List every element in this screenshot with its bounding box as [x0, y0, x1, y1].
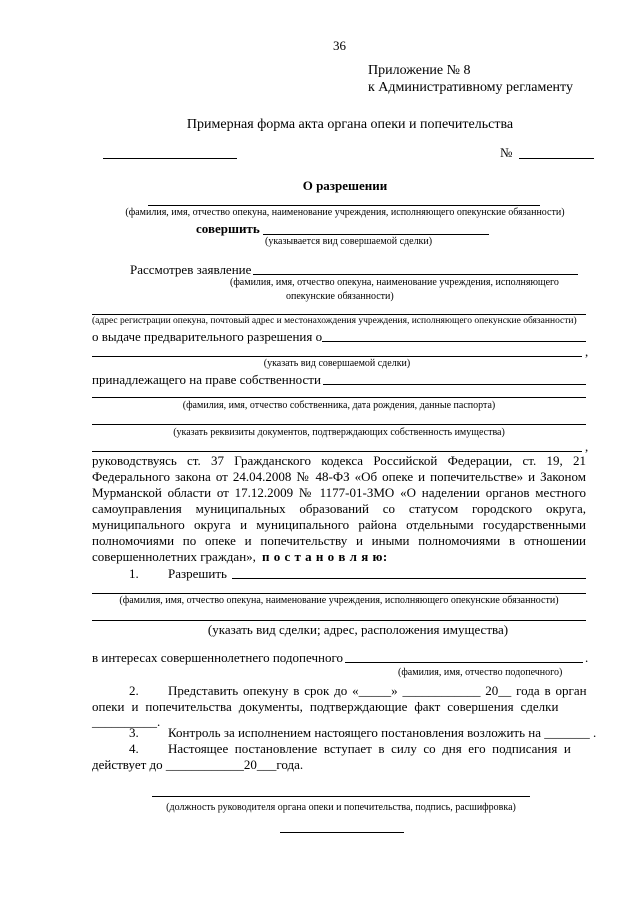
hint-address: (адрес регистрации опекуна, почтовый адрес и местонахождения учреждения, исполняющего опекунские обязанности) — [92, 316, 577, 326]
appendix-title: Приложение № 8 — [368, 63, 471, 78]
preamble-last-line: совершеннолетних граждан», — [92, 549, 256, 564]
property-docs-line — [92, 424, 586, 425]
date-line — [103, 158, 237, 159]
item4-number: 4. — [129, 741, 139, 756]
property-docs-line-2 — [92, 451, 582, 452]
hint-deal-address: (указать вид сделки; адрес, расположения имущества) — [207, 622, 509, 637]
item4-text-b: действует до ____________20___года. — [92, 757, 304, 772]
in-interests-label: в интересах совершеннолетнего подопечного — [92, 650, 343, 665]
item1-label: Разрешить — [168, 566, 227, 581]
hint-deal-type: (указывается вид совершаемой сделки) — [265, 236, 433, 247]
hint-signature: (должность руководителя органа опеки и попечительства, подпись, расшифровка) — [166, 802, 516, 813]
form-title: Примерная форма акта органа опеки и попечительства — [186, 117, 514, 132]
hint-owner: (фамилия, имя, отчество собственника, дата рождения, данные паспорта) — [182, 400, 496, 411]
preamble-paragraph: руководствуясь ст. 37 Гражданского кодекса Российской Федерации, ст. 19, 21 Федерального закона от 24.04.2008 № 48-ФЗ «Об опеке и попечительстве» и Законом Мурманской области от 17.12.2009 № 1177-01-ЗМО «О наделении органов местного самоуправления муниципальных образований со статусом городского округа, муниципального округа и муниципального района отдельными государственными полномочиями по опеке и попечительству и иными полномочиями в отношении — [92, 453, 586, 548]
item4-text-a: Настоящее постановление вступает в силу со дня его подписания и — [168, 741, 571, 756]
period-1: . — [585, 650, 589, 665]
resolve-label: п о с т а н о в л я ю: — [262, 549, 388, 564]
comma-2: , — [585, 439, 589, 454]
page-number: 36 — [333, 38, 346, 53]
address-line — [92, 314, 586, 315]
item1-guardian-line — [92, 593, 586, 594]
item1-line — [232, 578, 586, 579]
commit-label: совершить — [196, 221, 260, 236]
owned-line — [323, 384, 586, 385]
number-label: № — [500, 145, 513, 160]
guardian-line — [148, 205, 540, 206]
considering-label: Рассмотрев заявление — [130, 262, 252, 277]
item3-text: Контроль за исполнением настоящего постановления возложить на _______ . — [168, 725, 597, 740]
owned-label: принадлежащего на праве собственности — [92, 372, 321, 387]
ward-line — [345, 662, 583, 663]
hint-guardian: (фамилия, имя, отчество опекуна, наименование учреждения, исполняющего опекунские обязанности) — [125, 207, 565, 218]
decision-title: О разрешении — [302, 178, 388, 193]
issue-line-2 — [92, 356, 582, 357]
hint-ward: (фамилия, имя, отчество подопечного) — [398, 667, 563, 678]
signature-line — [152, 796, 530, 797]
hint-guardian-part1: (фамилия, имя, отчество опекуна, наименование учреждения, исполняющего — [230, 277, 559, 288]
number-line — [519, 158, 594, 159]
hint-guardian-part2: опекунские обязанности) — [286, 291, 394, 302]
item2-number: 2. — [129, 683, 139, 698]
hint-property-docs: (указать реквизиты документов, подтверждающих собственность имущества) — [173, 427, 505, 438]
hint-guardian-2: (фамилия, имя, отчество опекуна, наименование учреждения, исполняющего опекунские обязанности) — [119, 595, 559, 606]
commit-line — [263, 234, 489, 235]
item1-number: 1. — [129, 566, 139, 581]
item3-number: 3. — [129, 725, 139, 740]
item2-tail: __________. — [92, 714, 161, 729]
bottom-line — [280, 832, 404, 833]
item2-text-a: Представить опекуну в срок до «_____» ____________ 20__ года в орган — [168, 683, 587, 698]
issue-label: о выдаче предварительного разрешения о — [92, 329, 323, 344]
owner-line — [92, 397, 586, 398]
item2-text-b: опеки и попечительства документы, подтверждающие факт совершения сделки — [92, 699, 559, 714]
issue-line — [322, 341, 586, 342]
appendix-subtitle: к Административному регламенту — [368, 80, 573, 95]
deal-address-line — [92, 620, 586, 621]
comma-1: , — [585, 344, 589, 359]
hint-deal-type-short: (указать вид совершаемой сделки) — [263, 358, 411, 369]
application-line — [253, 274, 578, 275]
